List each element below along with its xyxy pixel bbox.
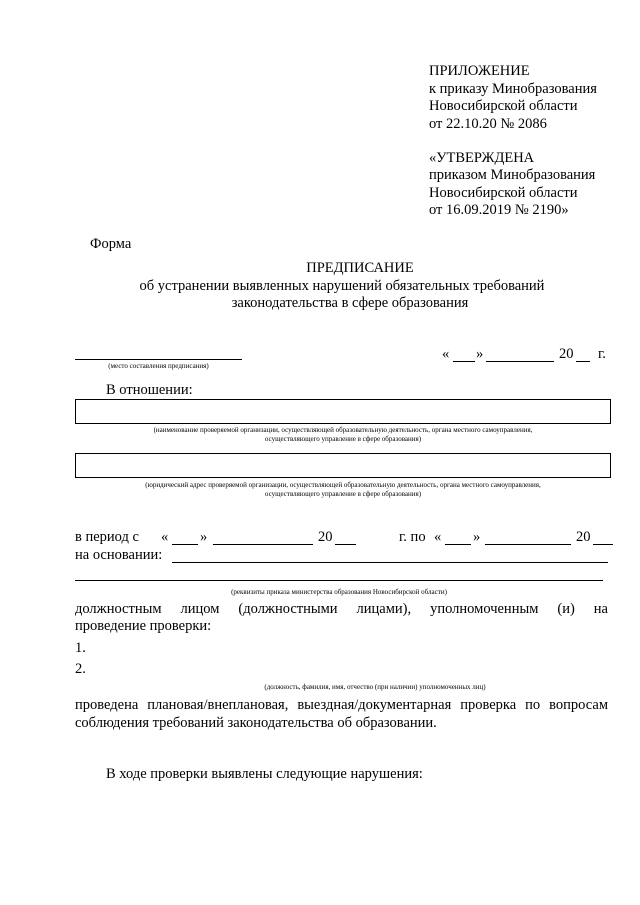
period-close-quote-1: » xyxy=(200,529,208,545)
period-open-quote-1: « xyxy=(161,529,169,545)
period-close-quote-2: » xyxy=(473,529,481,545)
regarding-label: В отношении: xyxy=(106,382,193,398)
org-name-field[interactable] xyxy=(75,399,611,424)
date-year-suffix: г. xyxy=(598,346,606,362)
period-open-quote-2: « xyxy=(434,529,442,545)
org-address-caption-2: осуществляющего управление в сфере образования) xyxy=(264,490,422,498)
period-label: в период с xyxy=(75,529,139,545)
period-end-year-line[interactable] xyxy=(593,544,613,545)
date-year-line[interactable] xyxy=(576,361,590,362)
officials-caption: (должность, фамилия, имя, отчество (при наличии) уполномоченных лиц) xyxy=(264,683,486,691)
document-subtitle-1: об устранении выявленных нарушений обязательных требований xyxy=(139,278,545,294)
period-end-year: 20 xyxy=(576,529,591,545)
basis-line[interactable] xyxy=(172,562,608,563)
official-item-2: 2. xyxy=(75,661,86,677)
form-label: Форма xyxy=(90,236,132,252)
document-title: ПРЕДПИСАНИЕ xyxy=(306,260,414,276)
period-end-month-line[interactable] xyxy=(485,544,571,545)
document-subtitle-2: законодательства в сфере образования xyxy=(231,295,469,311)
approved-date-line: от 16.09.2019 № 2190» xyxy=(429,202,569,218)
org-name-caption-1: (наименование проверяемой организации, осуществляющей образовательную деятельность, органа местного самоуправления, xyxy=(153,426,533,434)
basis-label: на основании: xyxy=(75,547,163,563)
basis-line-2[interactable] xyxy=(75,580,603,581)
place-line[interactable] xyxy=(75,359,242,360)
order-caption: (реквизиты приказа министерства образования Новосибирской области) xyxy=(231,588,447,596)
date-year-prefix: 20 xyxy=(559,346,574,362)
approved-title: «УТВЕРЖДЕНА xyxy=(429,150,535,166)
officials-text-1: должностным лицом (должностными лицами), уполномоченным (и) на xyxy=(75,601,608,617)
officials-text-2: проведение проверки: xyxy=(75,618,212,634)
appendix-region-line: Новосибирской области xyxy=(429,98,578,114)
date-open-quote: « xyxy=(442,346,450,362)
violations-intro: В ходе проверки выявлены следующие нарушения: xyxy=(106,766,423,782)
date-month-line[interactable] xyxy=(486,361,554,362)
place-caption: (место составления предписания) xyxy=(108,362,209,370)
period-start-year-line[interactable] xyxy=(335,544,356,545)
approved-order-line: приказом Минобразования xyxy=(429,167,596,183)
date-day-line[interactable] xyxy=(453,361,475,362)
period-start-year: 20 xyxy=(318,529,333,545)
conducted-text-1: проведена плановая/внеплановая, выездная/документарная проверка по вопросам xyxy=(75,697,608,713)
org-address-caption-1: (юридический адрес проверяемой организации, осуществляющей образовательную деятельность, органа местного самоуправления, xyxy=(145,481,541,489)
appendix-date-line: от 22.10.20 № 2086 xyxy=(429,116,547,132)
conducted-text-2: соблюдения требований законодательства об образовании. xyxy=(75,715,437,731)
official-item-1: 1. xyxy=(75,640,86,656)
org-name-caption-2: осуществляющего управление в сфере образования) xyxy=(264,435,422,443)
period-start-month-line[interactable] xyxy=(213,544,313,545)
period-start-day-line[interactable] xyxy=(172,544,198,545)
appendix-order-line: к приказу Минобразования xyxy=(429,81,597,97)
appendix-title: ПРИЛОЖЕНИЕ xyxy=(429,63,530,79)
date-close-quote: » xyxy=(476,346,484,362)
period-middle: г. по xyxy=(399,529,426,545)
period-end-day-line[interactable] xyxy=(445,544,471,545)
approved-region-line: Новосибирской области xyxy=(429,185,578,201)
org-address-field[interactable] xyxy=(75,453,611,478)
